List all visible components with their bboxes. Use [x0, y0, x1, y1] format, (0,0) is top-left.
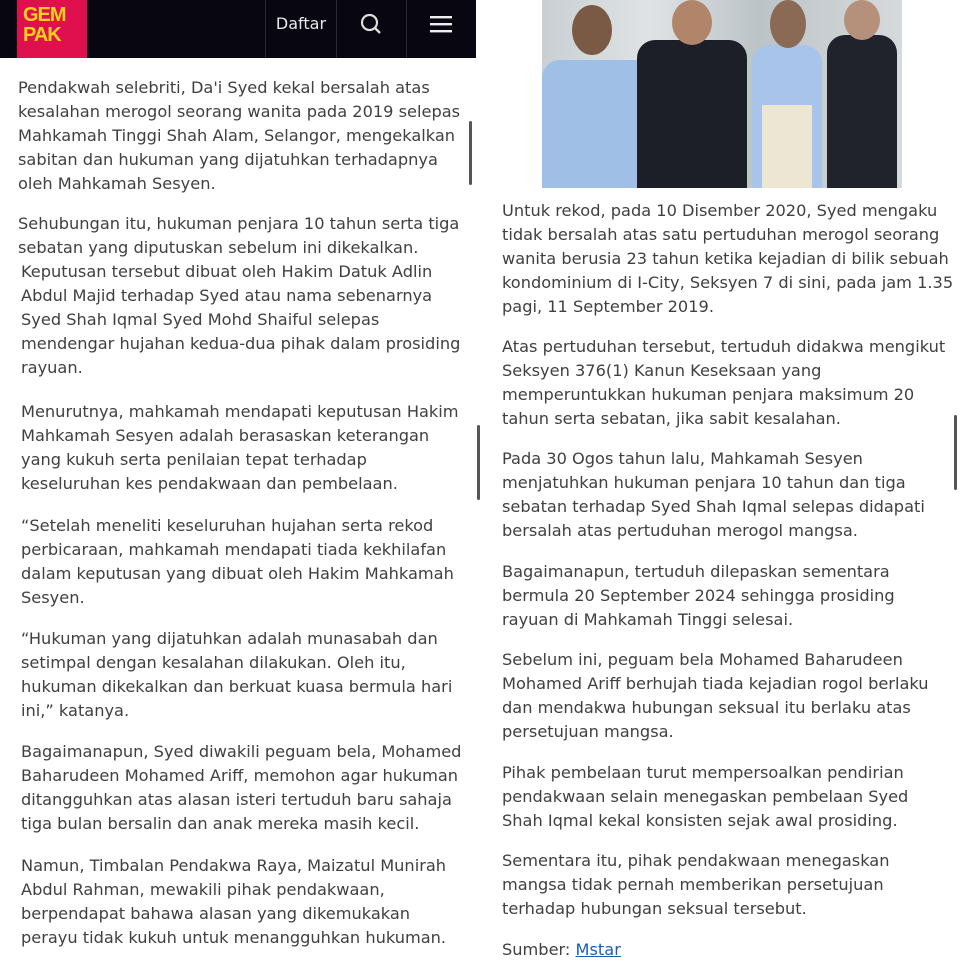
paragraph-line: kesalahan merogol seorang wanita pada 2019 selepas: [18, 102, 461, 121]
article-photo: [542, 0, 902, 188]
logo-text-line2: PAK: [23, 24, 61, 46]
paragraph-line: Seksyen 376(1) Kanun Keseksaan yang: [502, 361, 822, 380]
paragraph-line: memperuntukkan hukuman penjara maksimum 20: [502, 385, 915, 404]
paragraph-line: sebatan terhadap Syed Shah Iqmal selepas didapati: [502, 497, 925, 516]
paragraph-line: perayu tidak kukuh untuk menangguhkan hukuman.: [21, 928, 447, 947]
paragraph-line: Mahkamah Sesyen adalah berasaskan keterangan: [21, 426, 430, 445]
paragraph-line: menjatuhkan hukuman penjara 10 tahun dan tiga: [502, 473, 906, 492]
paragraph-line: Atas pertuduhan tersebut, tertuduh didakwa mengikut: [502, 337, 946, 356]
article-paragraph: [21, 627, 452, 723]
paragraph-line: Menurutnya, mahkamah mendapati keputusan Hakim: [21, 402, 459, 421]
paragraph-line: sebatan yang diputuskan sebelum ini dikekalkan.: [18, 238, 419, 257]
paragraph-line: yang kukuh serta penilaian tepat terhadap: [21, 450, 367, 469]
paragraph-line: Keputusan tersebut dibuat oleh Hakim Datuk Adlin: [21, 262, 433, 281]
scrollbar[interactable]: [477, 425, 480, 500]
paragraph-line: Bagaimanapun, tertuduh dilepaskan sementara: [502, 562, 890, 581]
paragraph-line: rayuan di Mahkamah Tinggi selesai.: [502, 610, 794, 629]
paragraph-line: Sebelum ini, peguam bela Mohamed Baharudeen: [502, 650, 903, 669]
search-button[interactable]: [336, 0, 406, 48]
paragraph-line: bersalah atas pertuduhan merogol mangsa.: [502, 521, 858, 540]
article-paragraph: [18, 212, 459, 260]
paragraph-line: Abdul Majid terhadap Syed atau nama sebenarnya: [21, 286, 433, 305]
paragraph-line: mangsa tidak pernah memberikan persetujuan: [502, 875, 884, 894]
article-paragraph: [502, 648, 929, 744]
paragraph-line: “Hukuman yang dijatuhkan adalah munasabah dan: [21, 629, 438, 648]
paragraph-line: mendengar hujahan kedua-dua pihak dalam prosiding: [21, 334, 461, 353]
paragraph-line: Bagaimanapun, Syed diwakili peguam bela, Mohamed: [21, 742, 462, 761]
source-line: [502, 938, 621, 962]
paragraph-line: kondominium di I-City, Seksyen 7 di sini, pada jam 1.35: [502, 273, 954, 292]
paragraph-line: Untuk rekod, pada 10 Disember 2020, Syed mengaku: [502, 201, 938, 220]
article-paragraph: [21, 854, 446, 950]
paragraph-line: tiga bulan bersalin dan anak mereka masih kecil.: [21, 814, 420, 833]
paragraph-line: rayuan.: [21, 358, 83, 377]
paragraph-line: Shah Iqmal kekal konsisten sejak awal prosiding.: [502, 811, 898, 830]
menu-icon: [430, 15, 452, 33]
register-button[interactable]: Daftar: [275, 14, 327, 33]
paragraph-line: Sementara itu, pihak pendakwaan menegaskan: [502, 851, 890, 870]
paragraph-line: berpendapat bahawa alasan yang dikemukakan: [21, 904, 411, 923]
paragraph-line: hukuman dikekalkan dan berkuat kuasa bermula hari: [21, 677, 453, 696]
article-paragraph: [21, 400, 459, 496]
article-paragraph: [502, 849, 889, 921]
paragraph-line: bermula 20 September 2024 sehingga prosiding: [502, 586, 895, 605]
article-paragraph: [18, 76, 460, 196]
paragraph-line: Baharudeen Mohamed Ariff, memohon agar hukuman: [21, 766, 459, 785]
paragraph-line: ini,” katanya.: [21, 701, 130, 720]
paragraph-line: Mahkamah Tinggi Shah Alam, Selangor, mengekalkan: [18, 126, 456, 145]
article-paragraph: [21, 740, 461, 836]
paragraph-line: Pada 30 Ogos tahun lalu, Mahkamah Sesyen: [502, 449, 863, 468]
paragraph-line: Sesyen.: [21, 588, 85, 607]
scrollbar[interactable]: [469, 121, 472, 185]
paragraph-line: perbicaraan, mahkamah mendapati tiada kekhilafan: [21, 540, 447, 559]
paragraph-line: oleh Mahkamah Sesyen.: [18, 174, 216, 193]
paragraph-line: Mohamed Ariff berhujah tiada kejadian rogol berlaku: [502, 674, 929, 693]
paragraph-line: dan mendakwa hubungan seksual itu berlaku atas: [502, 698, 911, 717]
gempak-logo[interactable]: [17, 0, 87, 58]
source-link[interactable]: Mstar: [575, 940, 621, 959]
paragraph-line: ditangguhkan atas alasan isteri tertuduh baru sahaja: [21, 790, 452, 809]
article-paragraph: [502, 335, 945, 431]
paragraph-line: persetujuan mangsa.: [502, 722, 674, 741]
paragraph-line: Sehubungan itu, hukuman penjara 10 tahun serta tiga: [18, 214, 460, 233]
paragraph-line: pendakwaan selain menegaskan pembelaan Syed: [502, 787, 909, 806]
paragraph-line: setimpal dengan kesalahan dilakukan. Oleh itu,: [21, 653, 406, 672]
article-paragraph: [502, 447, 925, 543]
article-paragraph: [21, 260, 460, 380]
paragraph-line: Namun, Timbalan Pendakwa Raya, Maizatul Munirah: [21, 856, 447, 875]
site-header: [0, 0, 476, 58]
paragraph-line: Pendakwah selebriti, Da'i Syed kekal bersalah atas: [18, 78, 430, 97]
logo-text-line1: GEM: [23, 4, 66, 26]
paragraph-line: “Setelah meneliti keseluruhan hujahan serta rekod: [21, 516, 434, 535]
paragraph-line: keseluruhan kes pendakwaan dan pembelaan.: [21, 474, 398, 493]
article-paragraph: [21, 514, 454, 610]
paragraph-line: terhadap hubungan seksual tersebut.: [502, 899, 807, 918]
paragraph-line: sabitan dan hukuman yang dijatuhkan terhadapnya: [18, 150, 438, 169]
search-icon: [360, 13, 382, 35]
article-paragraph: [502, 761, 908, 833]
paragraph-line: dalam keputusan yang dibuat oleh Hakim Mahkamah: [21, 564, 454, 583]
article-paragraph: [502, 560, 895, 632]
paragraph-line: Syed Shah Iqmal Syed Mohd Shaiful selepas: [21, 310, 380, 329]
paragraph-line: tahun serta sebatan, jika sabit kesalahan.: [502, 409, 841, 428]
paragraph-line: wanita berusia 23 tahun ketika kejadian di bilik sebuah: [502, 249, 949, 268]
article-paragraph: [502, 199, 953, 319]
scrollbar[interactable]: [954, 415, 957, 490]
paragraph-line: Abdul Rahman, mewakili pihak pendakwaan,: [21, 880, 385, 899]
paragraph-line: Pihak pembelaan turut mempersoalkan pendirian: [502, 763, 904, 782]
paragraph-line: pagi, 11 September 2019.: [502, 297, 714, 316]
menu-button[interactable]: [406, 0, 476, 48]
source-label: Sumber:: [502, 940, 571, 959]
paragraph-line: tidak bersalah atas satu pertuduhan merogol seorang: [502, 225, 940, 244]
